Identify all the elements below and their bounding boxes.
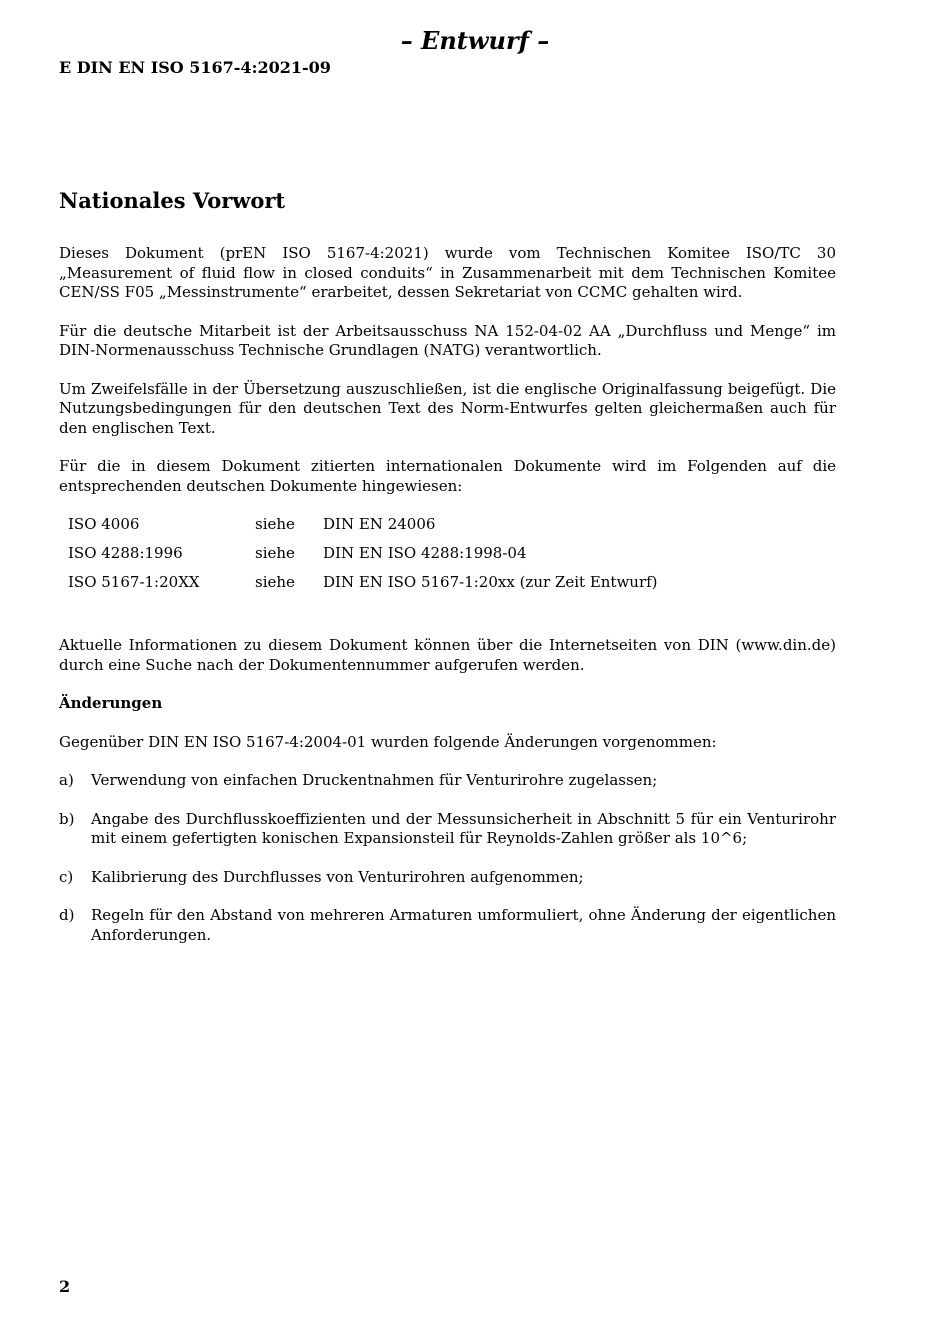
- list-marker: b): [59, 809, 75, 828]
- foreword-paragraph-3: Um Zweifelsfälle in der Übersetzung auszuschließen, ist die englische Originalfassung beigefügt. Die Nutzungsbedingungen für den deutschen Text des Norm-Entwurfes gelten gleichermaßen auch für den englischen Text.: [59, 379, 836, 437]
- reference-relation: siehe: [255, 544, 295, 562]
- german-reference: DIN EN ISO 4288:1998-04: [323, 544, 527, 562]
- document-id: E DIN EN ISO 5167-4:2021-09: [59, 58, 331, 77]
- list-marker: c): [59, 867, 74, 886]
- reference-table: [59, 515, 743, 602]
- changes-intro: Gegenüber DIN EN ISO 5167-4:2004-01 wurden folgende Änderungen vorgenommen:: [59, 732, 717, 751]
- list-item: [59, 771, 836, 791]
- international-reference: ISO 5167-1:20XX: [68, 573, 200, 591]
- page-number: 2: [59, 1277, 71, 1296]
- foreword-paragraph-4: Für die in diesem Dokument zitierten internationalen Dokumente wird im Folgenden auf die entsprechenden deutschen Dokumente hingewiesen:: [59, 457, 836, 495]
- list-marker: d): [59, 906, 75, 924]
- list-item-text: Verwendung von einfachen Druckentnahmen für Venturirohre zugelassen;: [91, 771, 658, 789]
- list-item-text: Regeln für den Abstand von mehreren Armaturen umformuliert, ohne Änderung der eigentlichen Anforderungen.: [91, 906, 836, 944]
- foreword-paragraph-2: Für die deutsche Mitarbeit ist der Arbeitsausschuss NA 152-04-02 AA „Durchfluss und Menge“ im DIN-Normenausschuss Technische Grundlagen (NATG) verantwortlich.: [59, 321, 836, 359]
- list-item-text: Kalibrierung des Durchflusses von Venturirohren aufgenommen;: [91, 867, 584, 886]
- draft-watermark-heading: – Entwurf –: [400, 26, 550, 55]
- list-item: [59, 810, 836, 849]
- foreword-paragraph-1: Dieses Dokument (prEN ISO 5167-4:2021) wurde vom Technischen Komitee ISO/TC 30 „Measurement of fluid flow in closed conduits“ in Zusammenarbeit mit dem Technischen Komitee CEN/SS F05 „Messinstrumente“ erarbeitet, dessen Sekretariat von CCMC gehalten wird.: [59, 244, 836, 301]
- info-paragraph: Aktuelle Informationen zu diesem Dokument können über die Internetseiten von DIN (www.din.de) durch eine Suche nach der Dokumentennummer aufgerufen werden.: [59, 636, 836, 674]
- german-reference: DIN EN 24006: [323, 515, 436, 533]
- changes-list: [59, 771, 836, 945]
- list-item: [59, 906, 836, 945]
- list-marker: a): [59, 771, 74, 789]
- list-item: [59, 868, 836, 888]
- page-content: [59, 186, 836, 964]
- reference-row: [59, 573, 743, 602]
- changes-heading: Änderungen: [59, 694, 163, 712]
- german-reference: DIN EN ISO 5167-1:20xx (zur Zeit Entwurf): [323, 573, 658, 591]
- international-reference: ISO 4006: [68, 515, 140, 533]
- list-item-text: Angabe des Durchflusskoeffizienten und der Messunsicherheit in Abschnitt 5 für ein Venturirohr mit einem gefertigten konischen Expansionsteil für Reynolds-Zahlen größer als 10^6;: [91, 809, 836, 847]
- international-reference: ISO 4288:1996: [68, 544, 183, 562]
- reference-relation: siehe: [255, 515, 295, 533]
- reference-row: [59, 544, 743, 573]
- reference-relation: siehe: [255, 573, 295, 591]
- section-title: Nationales Vorwort: [59, 188, 286, 213]
- reference-row: [59, 515, 743, 544]
